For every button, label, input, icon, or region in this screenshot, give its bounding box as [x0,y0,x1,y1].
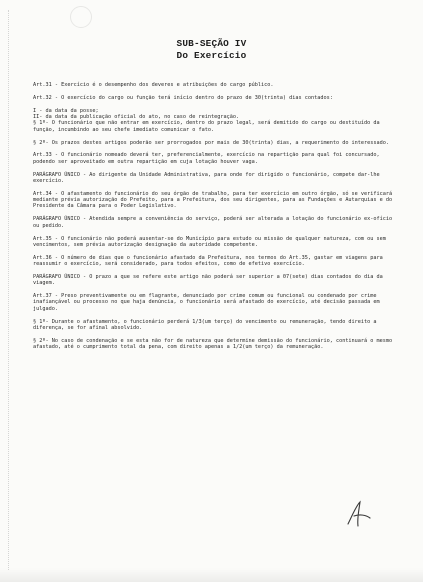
paragraph-art35: Art.35 - O funcionário não poderá ausentar-se do Município para estudo ou missão de qualquer natureza, com ou sem vencimentos, sem prévia autorização designação da autoridade competente. [33,235,386,248]
section-title: SUB-SEÇÃO IV [176,38,247,49]
scan-bottom-shadow [0,568,423,582]
paragraph-art37-p2: § 2º- No caso de condenação e se esta não for de natureza que determine demissão do funcionário, continuará o mesmo afastado, até o cumprimento total da pena, com direito apenas a 1/2(um terço) da remuneração. [33,337,393,351]
list-item-i: I - da data da posse; [33,107,99,114]
paragraph-art34-unico: PARÁGRAFO ÚNICO - Atendida sempre a conveniência do serviço, poderá ser alterada a lotação do funcionário ex-ofício ou pedido. [33,216,393,229]
list-item-ii: II- da data da publicação oficial do ato, no caso de reintegração. [33,114,240,121]
scan-edge-marks [8,10,11,570]
section-header [0,38,423,62]
paragraph-art32: Art.32 - O exercício do cargo ou função terá início dentro do prazo de 30(trinta) dias contados: [33,94,333,101]
scan-artifact [70,6,92,28]
paragraph-art33: Art.33 - O funcionário nomeado deverá ter, preferencialmente, exercício na repartição para qual foi concursado, podendo ser aproveitado em outra repartição em cuja lotação houver vaga. [33,152,380,165]
handwritten-signature [342,498,374,530]
paragraph-art37: Art.37 - Preso preventivamente ou em flagrante, denunciado por crime comum ou funcional ou condenado por crime inafiançável ou processo no que haja denúncia, o funcionário será afastado do exercício, até decisão passada em julgado. [33,293,380,312]
paragraph-art37-p1: § 1º- Durante o afastamento, o funcionário perderá 1/3(um terço) do vencimento ou remuneração, tendo direito a diferença, se for afinal absolvido. [33,318,377,331]
document-body [33,82,395,357]
paragraph-art36-unico: PARÁGRAFO ÚNICO - O prazo a que se refere este artigo não poderá ser superior a 07(sete) dias contados do dia da viagem. [33,273,383,287]
section-subtitle: Do Exercício [176,50,247,61]
paragraph-art32-p2: § 2º- Os prazos destes artigos poderão ser prorrogados por mais de 30(trinta) dias, a requerimento do interessado. [33,139,390,146]
paragraph-art32-p1: § 1º- O funcionário que não entrar em exercício, dentro do prazo legal, será demitido do cargo ou destituído da função, incumbindo ao seu chefe imediato comunicar o fato. [33,120,380,133]
paragraph-art36: Art.36 - O número de dias que o funcionário afastado da Prefeitura, nos termos do Art.35, gastar em viagens para reassumir o exercício, será considerado, para todos efeitos, como de efetivo exercício. [33,254,383,267]
paragraph-art31: Art.31 - Exercício é o desempenho dos deveres e atribuições do cargo público. [33,82,274,88]
paragraph-art33-unico: PARÁGRAFO ÚNICO - Ao dirigente da Unidade Administrativa, para onde for dirigido o funcionário, compete dar-lhe exercício. [33,171,380,184]
paragraph-art34: Art.34 - O afastamento do funcionário do seu órgão de trabalho, para ter exercício em outro órgão, só se verificará mediante prévia autorização do Prefeito, para a Prefeitura, dos seu dirigentes, para as Fundações e Autarquias e do Presidente da Câmara para o Poder Legislativo. [33,190,393,210]
